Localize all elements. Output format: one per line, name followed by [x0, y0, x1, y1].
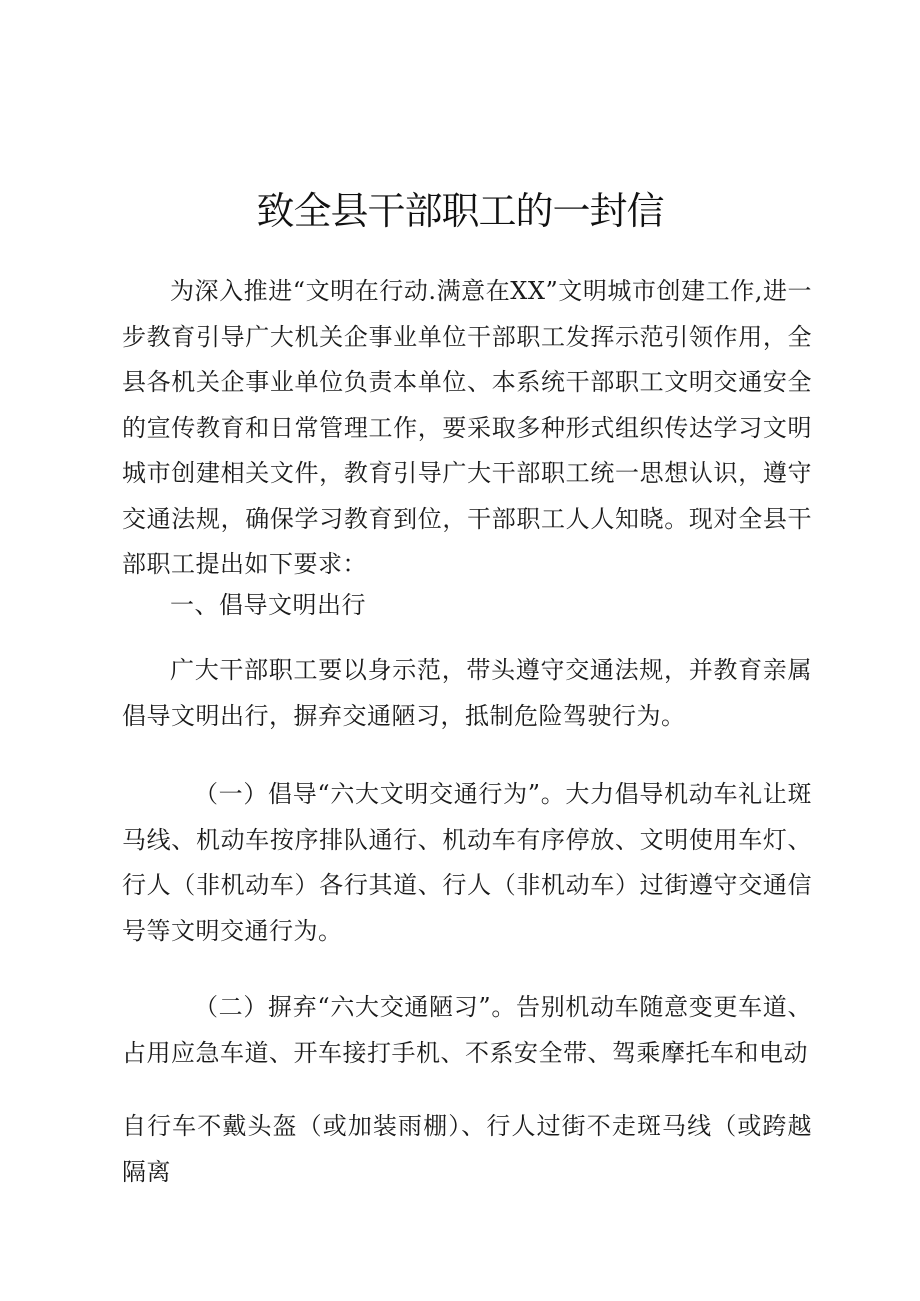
list-item-paragraph: （一）倡导“六大文明交通行为”。大力倡导机动车礼让斑马线、机动车按序排队通行、机动车有序停放、文明使用车灯、行人（非机动车）各行其道、行人（非机动车）过街遵守交通信号等文明交通行为。 — [122, 780, 812, 945]
section-heading: 一、倡导文明出行 — [170, 591, 366, 619]
document-title: 致全县干部职工的一封信 — [256, 189, 664, 233]
continued-paragraph: 自行车不戴头盔（或加装雨棚）、行人过街不走斑马线（或跨越隔离 — [122, 1112, 812, 1186]
list-item-paragraph: （二）摒弃“六大交通陋习”。告别机动车随意变更车道、占用应急车道、开车接打手机、不系安全带、驾乘摩托车和电动 — [122, 993, 812, 1067]
intro-paragraph: 为深入推进“文明在行动.满意在XX”文明城市创建工作,进一步教育引导广大机关企事业单位干部职工发挥示范引领作用，全县各机关企事业单位负责本单位、本系统干部职工文明交通安全的宣传教育和日常管理工作，要采取多种形式组织传达学习文明城市创建相关文件，教育引导广大干部职工统一思想认识，遵守交通法规，确保学习教育到位，干部职工人人知晓。现对全县干部职工提出如下要求： — [122, 277, 812, 578]
section-body-paragraph: 广大干部职工要以身示范，带头遵守交通法规，并教育亲属倡导文明出行，摒弃交通陋习，抵制危险驾驶行为。 — [122, 656, 812, 730]
